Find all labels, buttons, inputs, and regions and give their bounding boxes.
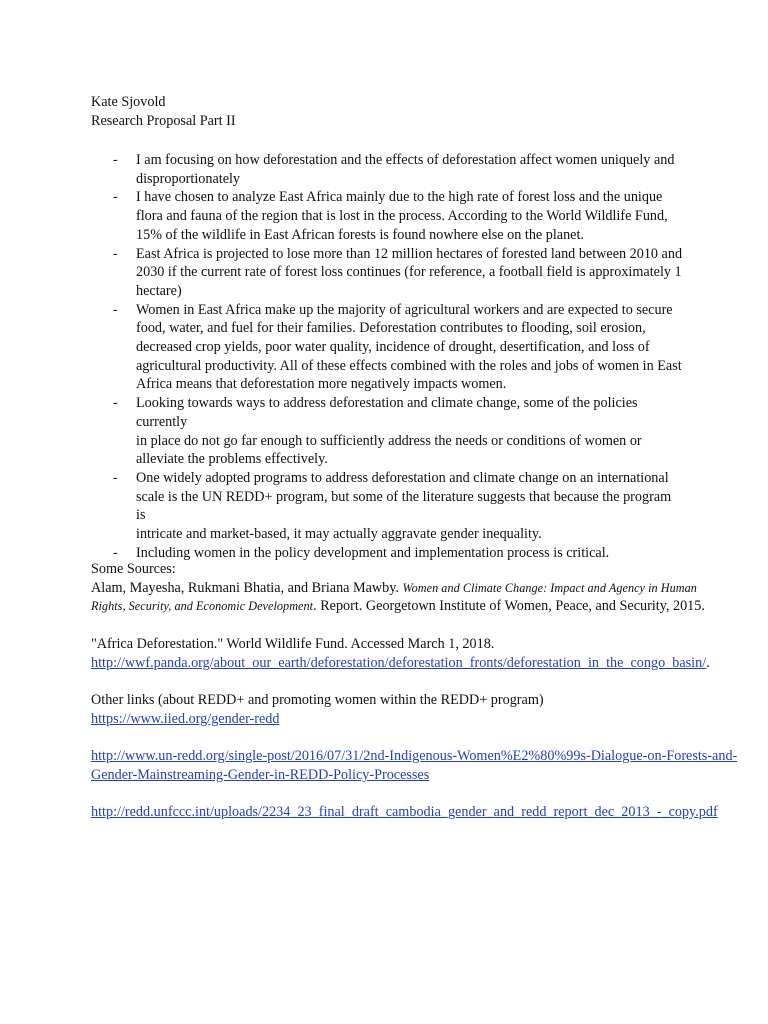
bullet-line: Africa means that deforestation more negatively impacts women. xyxy=(136,376,507,393)
un-redd-link-continued[interactable]: Gender-Mainstreaming-Gender-in-REDD-Policy-Processes xyxy=(91,766,430,783)
citation-2: "Africa Deforestation." World Wildlife Fund. Accessed March 1, 2018. xyxy=(91,635,495,652)
bullet-item xyxy=(0,469,684,544)
bullet-line: East Africa is projected to lose more than 12 million hectares of forested land between 2010 and xyxy=(136,245,683,262)
bullet-line: Looking towards ways to address deforestation and climate change, some of the policies currently xyxy=(136,395,638,430)
citation-title: Women and Climate Change: Impact and Agency in Human xyxy=(402,580,697,595)
bullet-line: I have chosen to analyze East Africa mainly due to the high rate of forest loss and the unique xyxy=(136,189,663,206)
citation-title-continued: Rights, Security, and Economic Development xyxy=(91,599,314,614)
bullet-line: in place do not go far enough to sufficiently address the needs or conditions of women or xyxy=(136,432,642,449)
other-links-heading: Other links (about REDD+ and promoting women within the REDD+ program) xyxy=(91,691,544,708)
bullet-item xyxy=(0,151,684,188)
un-redd-link[interactable]: http://www.un-redd.org/single-post/2016/07/31/2nd-Indigenous-Women%E2%80%99s-Dialogue-on-Forests-and- xyxy=(91,747,738,764)
iied-link[interactable]: https://www.iied.org/gender-redd xyxy=(91,710,280,727)
document-title: Research Proposal Part II xyxy=(91,113,236,129)
spacer xyxy=(91,784,691,803)
bullet-line: flora and fauna of the region that is lost in the process. According to the World Wildlife Fund, xyxy=(136,208,668,225)
bullet-line: 15% of the wildlife in East African forests is found nowhere else on the planet. xyxy=(136,226,584,243)
spacer xyxy=(91,672,691,691)
citation-1-line-2 xyxy=(91,597,705,616)
bullet-line: One widely adopted programs to address deforestation and climate change on an international xyxy=(136,469,669,486)
bullet-dash: - xyxy=(113,152,118,168)
bullet-line: Women in East Africa make up the majority of agricultural workers and are expected to secure xyxy=(136,301,673,318)
bullet-line: intricate and market-based, it may actually aggravate gender inequality. xyxy=(136,526,542,543)
bullet-dash: - xyxy=(113,245,118,262)
bullet-line: decreased crop yields, poor water quality, incidence of drought, desertification, and loss of xyxy=(136,339,650,356)
citation-2-link-line xyxy=(91,654,710,673)
bullet-line: disproportionately xyxy=(136,170,241,187)
link-period: . xyxy=(706,654,710,671)
sources-section xyxy=(91,560,738,822)
bullet-line: alleviate the problems effectively. xyxy=(136,451,328,468)
bullet-dash: - xyxy=(113,544,118,561)
bullet-list xyxy=(0,151,768,562)
bullet-dash: - xyxy=(113,301,118,318)
bullet-line: food, water, and fuel for their families. Deforestation contributes to flooding, soil erosion, xyxy=(136,320,646,337)
citation-publisher: . Report. Georgetown Institute of Women, Peace, and Security, 2015. xyxy=(313,598,705,615)
bullet-line: 2030 if the current rate of forest loss continues (for reference, a football field is approximately 1 xyxy=(136,264,682,281)
spacer xyxy=(91,728,691,747)
bullet-item xyxy=(0,188,684,244)
spacer xyxy=(91,616,691,635)
bullet-line: hectare) xyxy=(136,282,182,299)
bullet-item xyxy=(0,301,684,395)
bullet-line: agricultural productivity. All of these effects combined with the roles and jobs of women in East xyxy=(136,357,682,374)
bullet-line: Including women in the policy development and implementation process is critical. xyxy=(136,544,610,561)
bullet-item xyxy=(0,245,684,301)
bullet-dash: - xyxy=(113,469,118,486)
bullet-dash: - xyxy=(113,189,118,206)
wwf-link[interactable]: http://wwf.panda.org/about_our_earth/deforestation/deforestation_fronts/deforestation_in_the_congo_basin/ xyxy=(91,654,707,671)
author-name: Kate Sjovold xyxy=(91,94,166,110)
bullet-line: I am focusing on how deforestation and the effects of deforestation affect women uniquely and xyxy=(136,152,675,168)
bullet-item xyxy=(0,394,684,469)
sources-heading: Some Sources: xyxy=(91,561,176,577)
citation-authors: Alam, Mayesha, Rukmani Bhatia, and Briana Mawby. xyxy=(91,579,399,596)
bullet-dash: - xyxy=(113,395,118,412)
citation-1-line-1 xyxy=(91,579,697,598)
unfccc-link[interactable]: http://redd.unfccc.int/uploads/2234_23_final_draft_cambodia_gender_and_redd_report_dec_2013_-_copy.pdf xyxy=(91,804,718,821)
bullet-line: scale is the UN REDD+ program, but some of the literature suggests that because the program is xyxy=(136,488,672,524)
